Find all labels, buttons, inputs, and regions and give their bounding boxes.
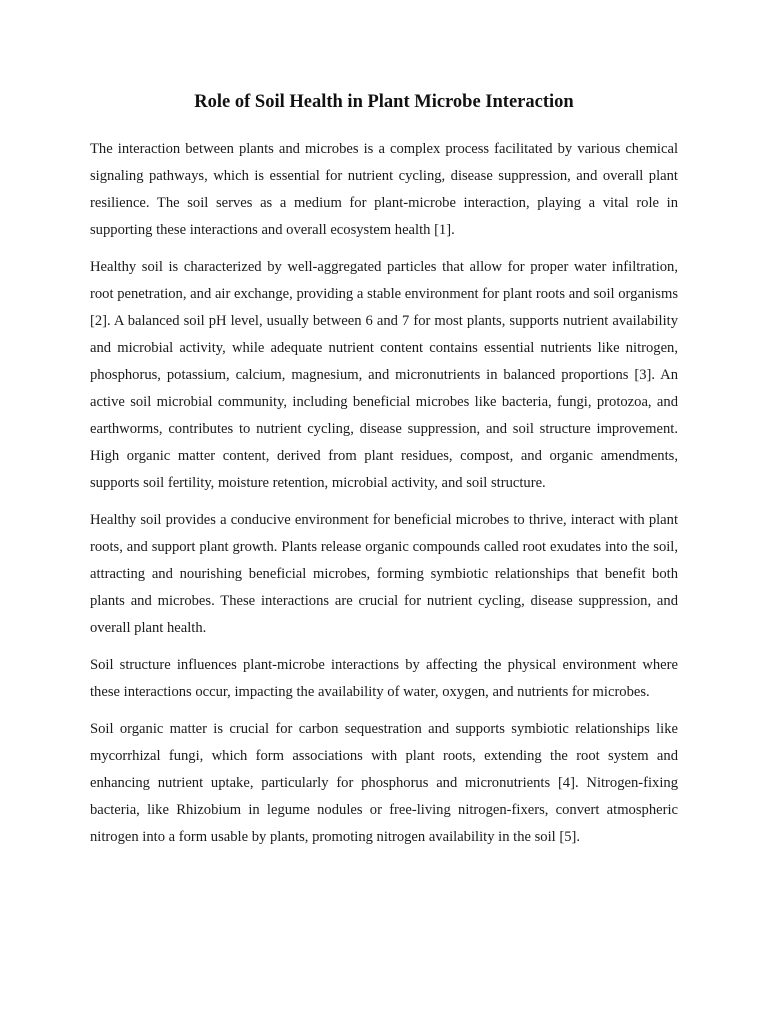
paragraph-5: Soil organic matter is crucial for carbon sequestration and supports symbiotic relationships like mycorrhizal fungi, which form associations with plant roots, extending the root system and enhancing nutrient uptake, particularly for phosphorus and micronutrients [4]. Nitrogen-fixing bacteria, like Rhizobium in legume nodules or free-living nitrogen-fixers, convert atmospheric nitrogen into a form usable by plants, promoting nitrogen availability in the soil [5]. [90, 721, 678, 845]
document-title: Role of Soil Health in Plant Microbe Interaction [194, 92, 574, 112]
paragraph-1: The interaction between plants and microbes is a complex process facilitated by various chemical signaling pathways, which is essential for nutrient cycling, disease suppression, and overall plant resilience. The soil serves as a medium for plant-microbe interaction, playing a vital role in supporting these interactions and overall ecosystem health [1]. [90, 141, 678, 238]
document-body [90, 136, 678, 861]
paragraph-4: Soil structure influences plant-microbe interactions by affecting the physical environment where these interactions occur, impacting the availability of water, oxygen, and nutrients for microbes. [90, 657, 678, 700]
paragraph-2: Healthy soil is characterized by well-aggregated particles that allow for proper water infiltration, root penetration, and air exchange, providing a stable environment for plant roots and soil organisms [2]. A balanced soil pH level, usually between 6 and 7 for most plants, supports nutrient availability and microbial activity, while adequate nutrient content contains essential nutrients like nitrogen, phosphorus, potassium, calcium, magnesium, and micronutrients in balanced proportions [3]. An active soil microbial community, including beneficial microbes like bacteria, fungi, protozoa, and earthworms, contributes to nutrient cycling, disease suppression, and soil structure improvement. High organic matter content, derived from plant residues, compost, and organic amendments, supports soil fertility, moisture retention, microbial activity, and soil structure. [90, 259, 678, 491]
paragraph-3: Healthy soil provides a conducive environment for beneficial microbes to thrive, interact with plant roots, and support plant growth. Plants release organic compounds called root exudates into the soil, attracting and nourishing beneficial microbes, forming symbiotic relationships that benefit both plants and microbes. These interactions are crucial for nutrient cycling, disease suppression, and overall plant health. [90, 512, 678, 636]
